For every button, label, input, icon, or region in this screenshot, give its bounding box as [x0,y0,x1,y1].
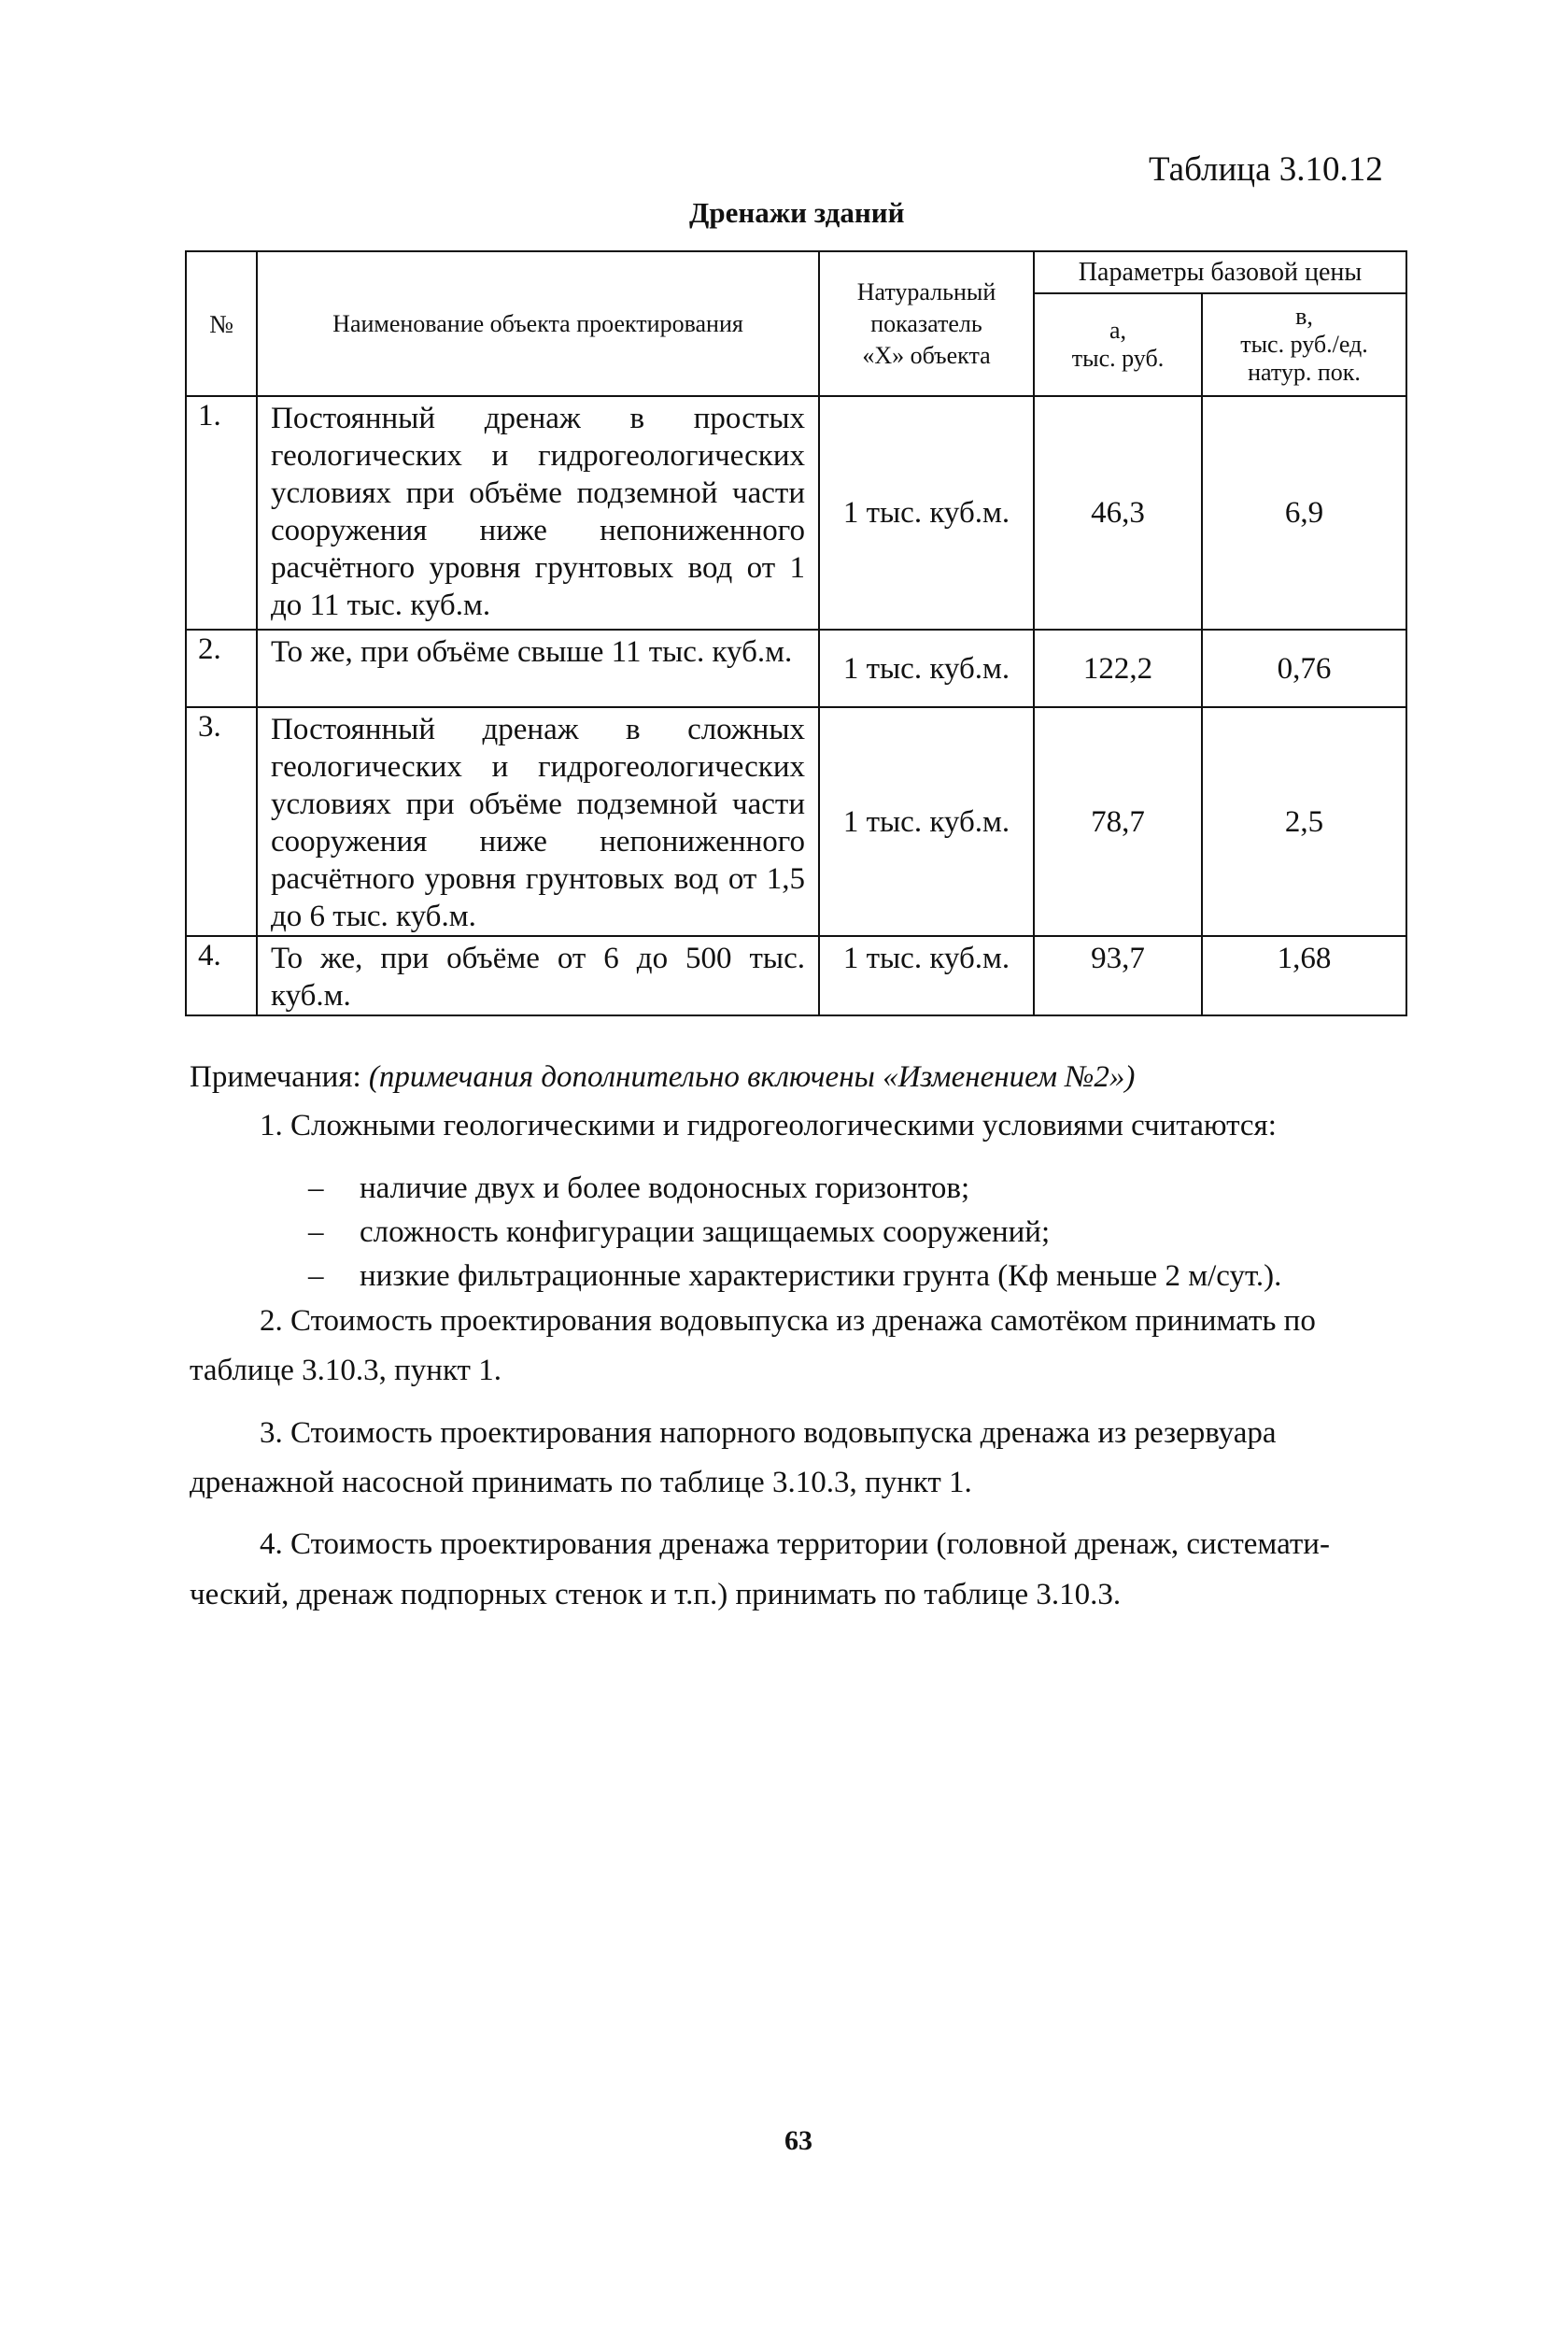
table-row [186,707,1406,936]
row-name: Постоянный дренаж в простых геологических и гидрогеологических условиях при объёме подземной части сооружения ниже непониженного расчётного уровня грунтовых вод от 1 до 11 тыс. куб.м. [257,396,819,630]
note-1-bullet-list [308,1167,1281,1298]
bullet-text: низкие фильтрационные характеристики грунта (Кф меньше 2 м/сут.). [360,1259,1282,1293]
row-value-b: 2,5 [1202,707,1406,936]
row-value-a: 122,2 [1034,630,1202,707]
row-value-b: 0,76 [1202,630,1406,707]
a-header-line: а, [1109,317,1127,344]
b-header-line: тыс. руб./ед. [1240,331,1368,358]
bullet-text: сложность конфигурации защищаемых сооружений; [360,1215,1051,1249]
note-2-line-1: 2. Стоимость проектирования водовыпуска из дренажа самотёком принимать по [260,1304,1316,1338]
table-row [186,936,1406,1015]
b-header-line: в, [1295,303,1313,330]
row-name: Постоянный дренаж в сложных геологических и гидрогеологических условиях при объёме подземной части сооружения ниже непониженного расчётного уровня грунтовых вод от 1,5 до 6 тыс. куб.м. [257,707,819,936]
row-number: 4. [186,936,257,1015]
bullet-text: наличие двух и более водоносных горизонтов; [360,1171,970,1205]
row-number: 3. [186,707,257,936]
bullet-item [308,1255,1281,1298]
page-number: 63 [784,2125,812,2156]
column-header-number: № [186,251,257,396]
bullet-item [308,1167,1281,1211]
bullet-dash: – [308,1215,324,1249]
table-row [186,396,1406,630]
note-2-line-2: таблице 3.10.3, пункт 1. [190,1354,501,1387]
note-3-line-2: дренажной насосной принимать по таблице 3.10.3, пункт 1. [190,1466,972,1499]
natural-header-line: показатель [870,309,982,337]
bullet-item [308,1211,1281,1255]
row-natural-indicator: 1 тыс. куб.м. [819,630,1034,707]
row-value-b: 6,9 [1202,396,1406,630]
row-value-a: 78,7 [1034,707,1202,936]
bullet-dash: – [308,1259,324,1293]
column-header-base-price-params: Параметры базовой цены [1034,251,1406,293]
row-value-a: 46,3 [1034,396,1202,630]
table-row [186,630,1406,707]
column-header-natural [819,251,1034,396]
row-natural-indicator: 1 тыс. куб.м. [819,936,1034,1015]
notes-heading [190,1060,1135,1095]
note-1: 1. Сложными геологическими и гидрогеологическими условиями считаются: [260,1109,1277,1142]
bullet-dash: – [308,1171,324,1205]
table-title: Дренажи зданий [689,196,905,229]
notes-label: Примечания: [190,1060,361,1094]
row-natural-indicator: 1 тыс. куб.м. [819,707,1034,936]
drainage-price-table [185,250,1407,1016]
natural-header-line: «X» объекта [862,341,991,369]
column-header-a [1034,293,1202,396]
b-header-line: натур. пок. [1248,359,1361,386]
row-number: 2. [186,630,257,707]
note-4-line-2: ческий, дренаж подпорных стенок и т.п.) принимать по таблице 3.10.3. [190,1578,1122,1611]
row-number: 1. [186,396,257,630]
note-3-line-1: 3. Стоимость проектирования напорного водовыпуска дренажа из резервуара [260,1416,1277,1450]
natural-header-line: Натуральный [856,277,996,305]
row-natural-indicator: 1 тыс. куб.м. [819,396,1034,630]
row-name: То же, при объёме свыше 11 тыс. куб.м. [257,630,819,707]
column-header-b [1202,293,1406,396]
column-header-name: Наименование объекта проектирования [257,251,819,396]
table-reference: Таблица 3.10.12 [1149,150,1383,189]
note-4-line-1: 4. Стоимость проектирования дренажа территории (головной дренаж, системати- [260,1527,1330,1561]
row-value-b: 1,68 [1202,936,1406,1015]
a-header-line: тыс. руб. [1071,345,1165,372]
row-name: То же, при объёме от 6 до 500 тыс. куб.м. [257,936,819,1015]
notes-amendment-remark: (примечания дополнительно включены «Изменением №2») [368,1060,1136,1094]
row-value-a: 93,7 [1034,936,1202,1015]
